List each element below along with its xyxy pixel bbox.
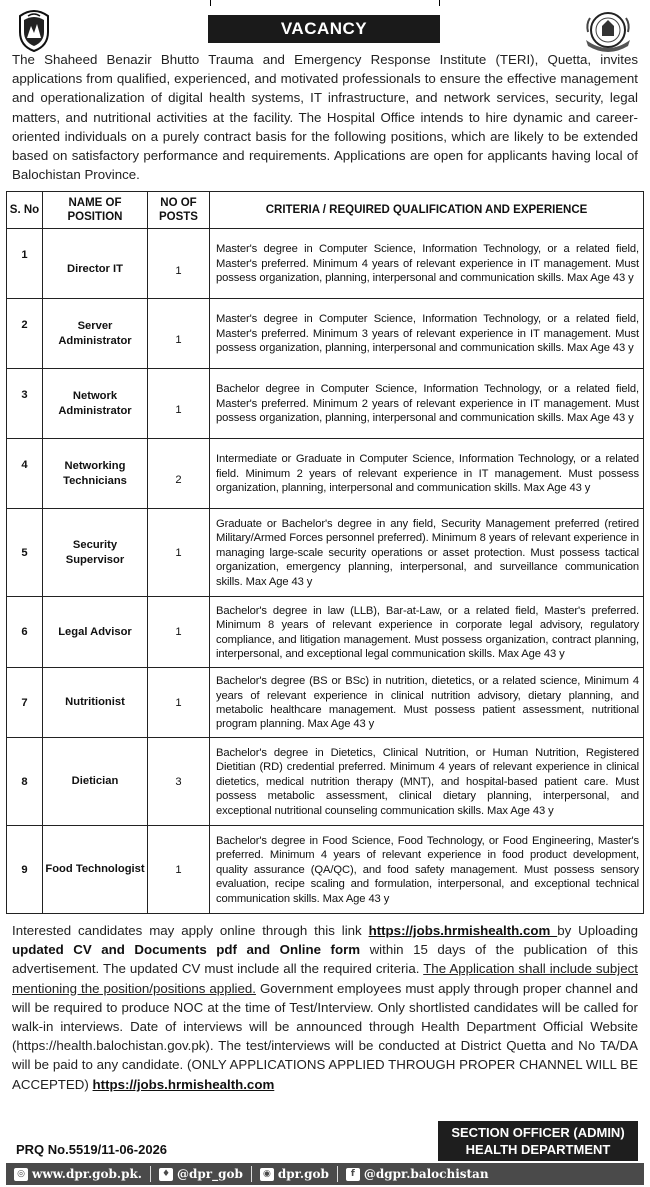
row-position-name: Legal Advisor [43, 597, 148, 668]
footer-underlined-note: The Application shall include subject mentioning the position/positions applied. [12, 961, 638, 996]
instagram-label: dpr.gob [277, 1167, 329, 1181]
row-sno: 8 [7, 738, 43, 826]
intro-paragraph: The Shaheed Benazir Bhutto Trauma and Emergency Response Institute (TERI), Quetta, invites applications from qualified, experienced, and motivated professionals to ensure the effective management and operationalization of digital health systems, IT infrastructure, and network services, security, legal matters, and nutritional activities at the facility. The Hospital Office intends to hire dynamic and career-oriented individuals on a purely contract basis for the following positions, which are likely to be extended based on satisfactory performance and requirements. Applications are open for applicants having local of Balochistan Province. [12, 52, 638, 183]
table-row [7, 439, 644, 509]
row-position-name: Director IT [43, 229, 148, 299]
header-position-name: NAME OF POSITION [43, 192, 148, 229]
row-criteria: Master's degree in Computer Science, Information Technology, or a related field, Master's preferred. Minimum 3 years of relevant experience in IT management. Must possess organization, planning, interpersonal and communication skills. Max Age 43 y [210, 299, 644, 369]
row-sno: 4 [7, 439, 43, 509]
table-row [7, 369, 644, 439]
twitter-item[interactable] [151, 1163, 251, 1185]
apply-link-2[interactable]: https://jobs.hrmishealth.com [92, 1076, 275, 1092]
row-position-name: Nutritionist [43, 668, 148, 738]
table-row [7, 229, 644, 299]
health-department-logo [582, 10, 634, 52]
apply-link[interactable]: https://jobs.hrmishealth.com [368, 923, 558, 938]
row-criteria: Bachelor's degree in law (LLB), Bar-at-Law, or a related field, Master's preferred. Minimum 8 years of relevant experience in corporate legal advisory, regulatory compliance, and litigation management. Must possess organization, contract planning, interpersonal, and exceptional legal communication skills. Max Age 43 y [210, 597, 644, 668]
social-media-bar [6, 1163, 644, 1185]
row-posts: 1 [148, 299, 210, 369]
row-posts: 1 [148, 509, 210, 597]
officer-department: HEALTH DEPARTMENT [465, 1142, 611, 1157]
table-row [7, 299, 644, 369]
row-posts: 1 [148, 668, 210, 738]
row-sno: 3 [7, 369, 43, 439]
row-posts: 1 [148, 369, 210, 439]
header-criteria: CRITERIA / REQUIRED QUALIFICATION AND EXPERIENCE [210, 192, 644, 229]
row-posts: 1 [148, 826, 210, 914]
table-header-row [7, 192, 644, 229]
row-position-name: Networking Technicians [43, 439, 148, 509]
row-criteria: Bachelor's degree in Dietetics, Clinical Nutrition, or Human Nutrition, Registered Dietitian (RD) credential preferred. Minimum 4 years of relevant experience in clinical dietetics, medical nutrition therapy (MNT), and hospital-based patient care. Must possess metabolic assessment, clinical dietary planning, interpersonal, and exceptional nutritional counseling communication skills. Max Age 43 y [210, 738, 644, 826]
table-row [7, 826, 644, 914]
prq-number: PRQ No.5519/11-06-2026 [16, 1142, 168, 1157]
twitter-label: @dpr_gob [177, 1167, 243, 1181]
header-sno: S. No [7, 192, 43, 229]
row-position-name: Server Administrator [43, 299, 148, 369]
row-criteria: Bachelor's degree (BS or BSc) in nutrition, dietetics, or a related science, Minimum 4 years of relevant experience in clinical nutrition advisory, dietary planning, and metabolic healthcare management. Must possess patient assessment, nutritional program planning. Max Age 43 y [210, 668, 644, 738]
row-sno: 6 [7, 597, 43, 668]
footer-text-1: Interested candidates may apply online through this link [12, 923, 369, 938]
globe-icon: ◎ [14, 1168, 28, 1181]
footer-text-2: by Uploading [557, 923, 639, 938]
row-posts: 2 [148, 439, 210, 509]
row-sno: 2 [7, 299, 43, 369]
website-item[interactable] [6, 1163, 150, 1185]
twitter-icon: ♦ [159, 1168, 173, 1181]
row-criteria: Master's degree in Computer Science, Information Technology, or a related field, Master's preferred. Minimum 4 years of relevant experience in IT management. Must possess organization, planning, interpersonal and communication skills. Max Age 43 y [210, 229, 644, 299]
facebook-icon: f [346, 1168, 360, 1181]
row-posts: 1 [148, 597, 210, 668]
row-sno: 7 [7, 668, 43, 738]
row-posts: 1 [148, 229, 210, 299]
row-criteria: Bachelor's degree in Food Science, Food Technology, or Food Engineering, Master's preferred. Minimum 4 years of relevant experience in food product development, quality assurance (QA/QC), and food safety management. Must possess sensory evaluation, recipe scaling and formulation, interpersonal, and exceptional technical communication skills. Max Age 43 y [210, 826, 644, 914]
instagram-item[interactable] [252, 1163, 337, 1185]
table-row [7, 738, 644, 826]
application-instructions [12, 921, 638, 1094]
row-position-name: Dietician [43, 738, 148, 826]
issuing-officer-box [438, 1121, 638, 1161]
row-position-name: Security Supervisor [43, 509, 148, 597]
table-row [7, 509, 644, 597]
top-frame-line [210, 0, 440, 6]
instagram-icon: ◉ [260, 1168, 274, 1181]
row-criteria: Graduate or Bachelor's degree in any field, Security Management preferred (retired Military/Armed Forces personnel preferred). Minimum 8 years of relevant experience in managing large-scale security operations or asset protection. Must possess tactical organization, emergency planning, interpersonal, and surveillance communication skills. Max Age 43 y [210, 509, 644, 597]
row-sno: 5 [7, 509, 43, 597]
row-position-name: Food Technologist [43, 826, 148, 914]
table-row [7, 668, 644, 738]
row-criteria: Intermediate or Graduate in Computer Science, Information Technology, or a related field. Minimum 2 years of relevant experience in IT management. Must possess organization, planning, interpersonal and communication skills. Max Age 43 y [210, 439, 644, 509]
row-sno: 1 [7, 229, 43, 299]
row-posts: 3 [148, 738, 210, 826]
balochistan-government-logo [14, 8, 54, 52]
footer-text-3: within 15 days of the publication of this advertisement. The updated CV must include all the required criteria. [12, 942, 638, 977]
footer-bold-requirement: updated CV and Documents pdf and Online form [12, 942, 361, 958]
row-position-name: Network Administrator [43, 369, 148, 439]
facebook-item[interactable] [338, 1163, 497, 1185]
website-label: www.dpr.gob.pk. [32, 1167, 142, 1181]
row-sno: 9 [7, 826, 43, 914]
row-criteria: Bachelor degree in Computer Science, Information Technology, or a related field, Master's preferred. Minimum 2 years of relevant experience in IT management. Must possess organization, planning, interpersonal and communication skills. Max Age 43 y [210, 369, 644, 439]
officer-title: SECTION OFFICER (ADMIN) [451, 1125, 625, 1140]
vacancy-table [6, 191, 644, 914]
facebook-label: @dgpr.balochistan [363, 1167, 489, 1181]
vacancy-title: VACANCY [208, 15, 440, 43]
table-row [7, 597, 644, 668]
header-posts: NO OF POSTS [148, 192, 210, 229]
footer-text-4: Government employees must apply through proper channel and will be required to produce NOC at the time of Test/Interview. Only shortlisted candidates will be called for walk-in interviews. Date of interviews will be announced through Health Department Official Website (https://health.balochistan.gov.pk). The test/interviews will be conducted at District Quetta and No TA/DA will be paid to any candidate. (ONLY APPLICATIONS APPLIED THROUGH PROPER CHANNEL WILL BE ACCEPTED) [12, 980, 638, 1092]
